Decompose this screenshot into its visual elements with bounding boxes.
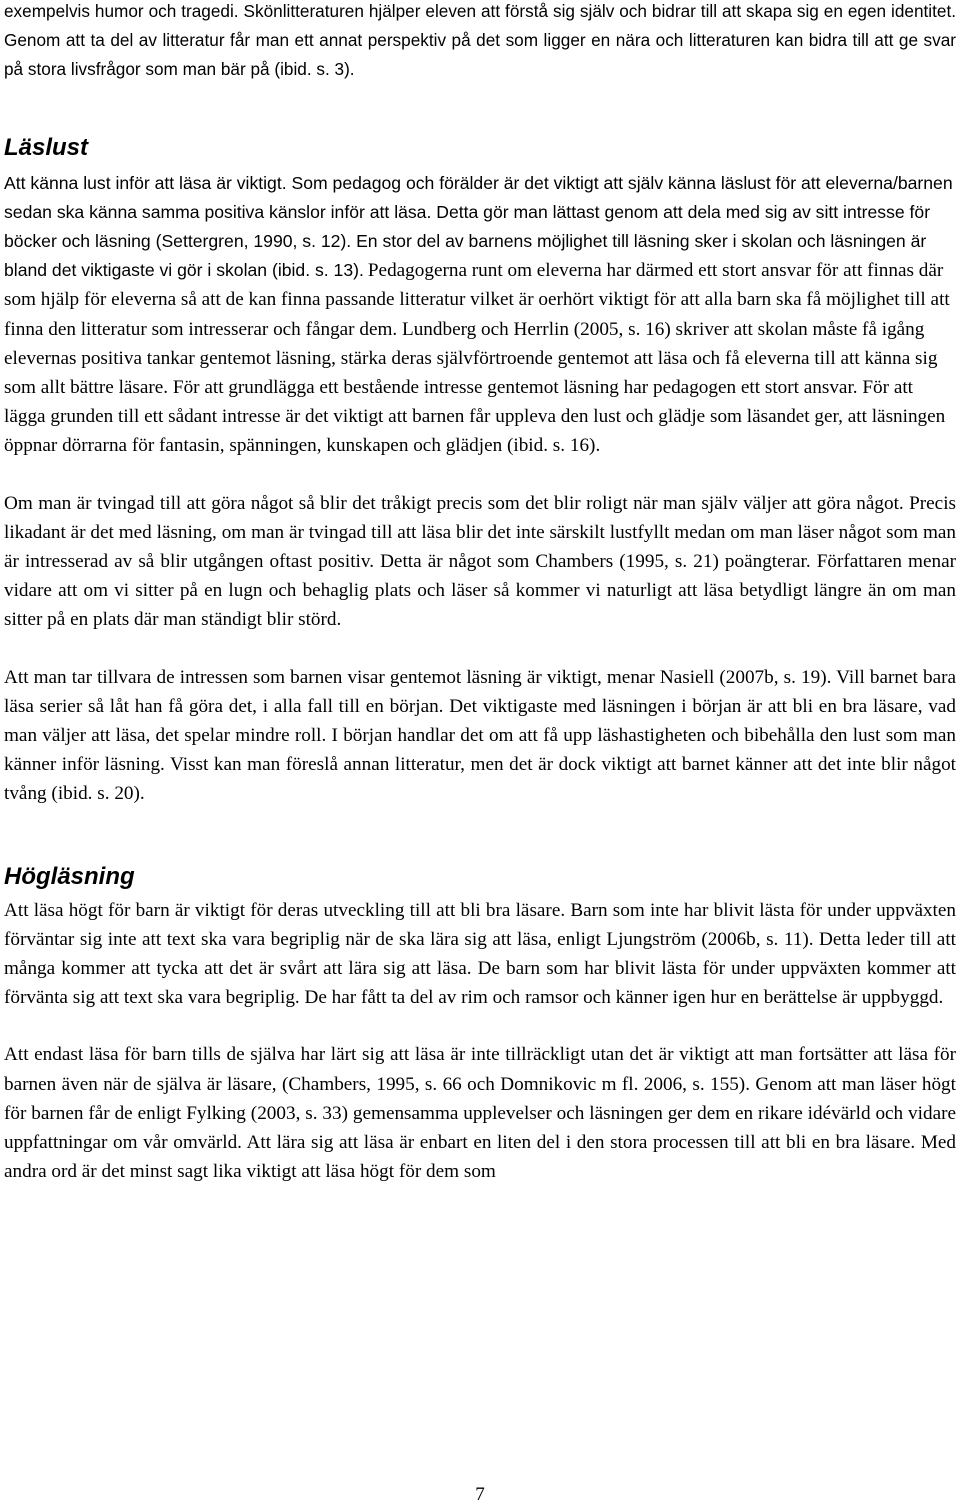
intro-paragraph: exempelvis humor och tragedi. Skönlitteraturen hjälper eleven att förstå sig själv och bidrar till att skapa sig en egen identitet. Genom att ta del av litteratur får man ett annat perspektiv på det som ligger en nära och litteraturen kan bidra till att ge svar på stora livsfrågor som man bär på (ibid. s. 3). (4, 1, 956, 80)
heading-laslust: Läslust (4, 133, 89, 161)
laslust-paragraph-1-rest: Pedagogerna runt om eleverna har därmed ett stort ansvar för att finnas där som hjälp för eleverna så att de kan finna passande litteratur vilket är oerhört viktigt för att alla barn ska få möjlighet till att finna den litteratur som intresserar och fångar dem. Lundberg och Herrlin (2005, s. 16) skriver att skolan måste få igång elevernas positiva tankar gentemot läsning, stärka deras självförtroende gentemot att läsa och få eleverna till att känna sig som allt bättre läsare. För att grundlägga ett bestående intresse gentemot läsning har pedagogen ett stort ansvar. För att lägga grunden till ett sådant intresse är det viktigt att barnen får uppleva den lust och glädje som läsandet ger, att läsningen öppnar dörrarna för fantasin, spänningen, kunskapen och glädjen (ibid. s. 16). (4, 260, 950, 457)
laslust-paragraph-3: Att man tar tillvara de intressen som barnen visar gentemot läsning är viktigt, menar Nasiell (2007b, s. 19). Vill barnet bara läsa serier så låt han få göra det, i alla fall till en början. Det viktigaste med läsningen i början är att bli en bra läsare, vad man väljer att läsa, det spelar mindre roll. I början handlar det om att få upp läshastigheten och bibehålla den lust som man känner inför läsning. Visst kan man föreslå annan litteratur, men det är dock viktigt att barnet känner att det inte blir något tvång (ibid. s. 20). (4, 666, 956, 805)
document-page (4, 0, 956, 1187)
page-number: 7 (475, 1484, 485, 1505)
heading-hoglasning: Högläsning (4, 862, 135, 890)
laslust-paragraph-1 (4, 169, 956, 461)
laslust-paragraph-1-lead: Att känna lust inför att läsa är viktigt. Som pedagog och förälder är det viktigt att själv känna läslust för att eleverna/barnen sedan ska känna samma positiva känslor inför att läsa. Detta gör man lättast genom att dela med sig av sitt intresse för böcker och läsning (Settergren, 1990, s. 12). En stor del av barnens möjlighet till läsning sker i skolan och läsningen är bland det viktigaste vi gör i skolan (ibid. s. 13). (4, 172, 953, 281)
laslust-paragraph-2: Om man är tvingad till att göra något så blir det tråkigt precis som det blir roligt när man själv väljer att göra något. Precis likadant är det med läsning, om man är tvingad till att läsa blir det inte särskilt lustfyllt medan om man läser något som man är intresserad av så blir utgången oftast positiv. Detta är något som Chambers (1995, s. 21) poängterar. Författaren menar vidare att om vi sitter på en lugn och behaglig plats och läser så kommer vi naturligt att läsa betydligt längre än om man sitter på en plats där man ständigt blir störd. (4, 492, 956, 631)
hoglasning-paragraph-2: Att endast läsa för barn tills de själva har lärt sig att läsa är inte tillräckligt utan det är viktigt att man fortsätter att läsa för barnen även när de själva är läsare, (Chambers, 1995, s. 66 och Domnikovic m fl. 2006, s. 155). Genom att man läser högt för barnen får de enligt Fylking (2003, s. 33) gemensamma upplevelser och läsningen ger dem en rikare idévärld och vidare uppfattningar om vår omvärld. Att lära sig att läsa är enbart en liten del i den stora processen till att bli en bra läsare. Med andra ord är det minst sagt lika viktigt att läsa högt för dem som (4, 1044, 956, 1183)
hoglasning-paragraph-1: Att läsa högt för barn är viktigt för deras utveckling till att bli bra läsare. Barn som inte har blivit lästa för under uppväxten förväntar sig inte att text ska vara begriplig när de ska lära sig att läsa, enligt Ljungström (2006b, s. 11). Detta leder till att många kommer att tycka att det är svårt att lära sig att läsa. De barn som har blivit lästa för under uppväxten kommer att förvänta sig att text ska vara begriplig. De har fått ta del av rim och ramsor och känner igen hur en berättelse är uppbyggd. (4, 899, 956, 1009)
